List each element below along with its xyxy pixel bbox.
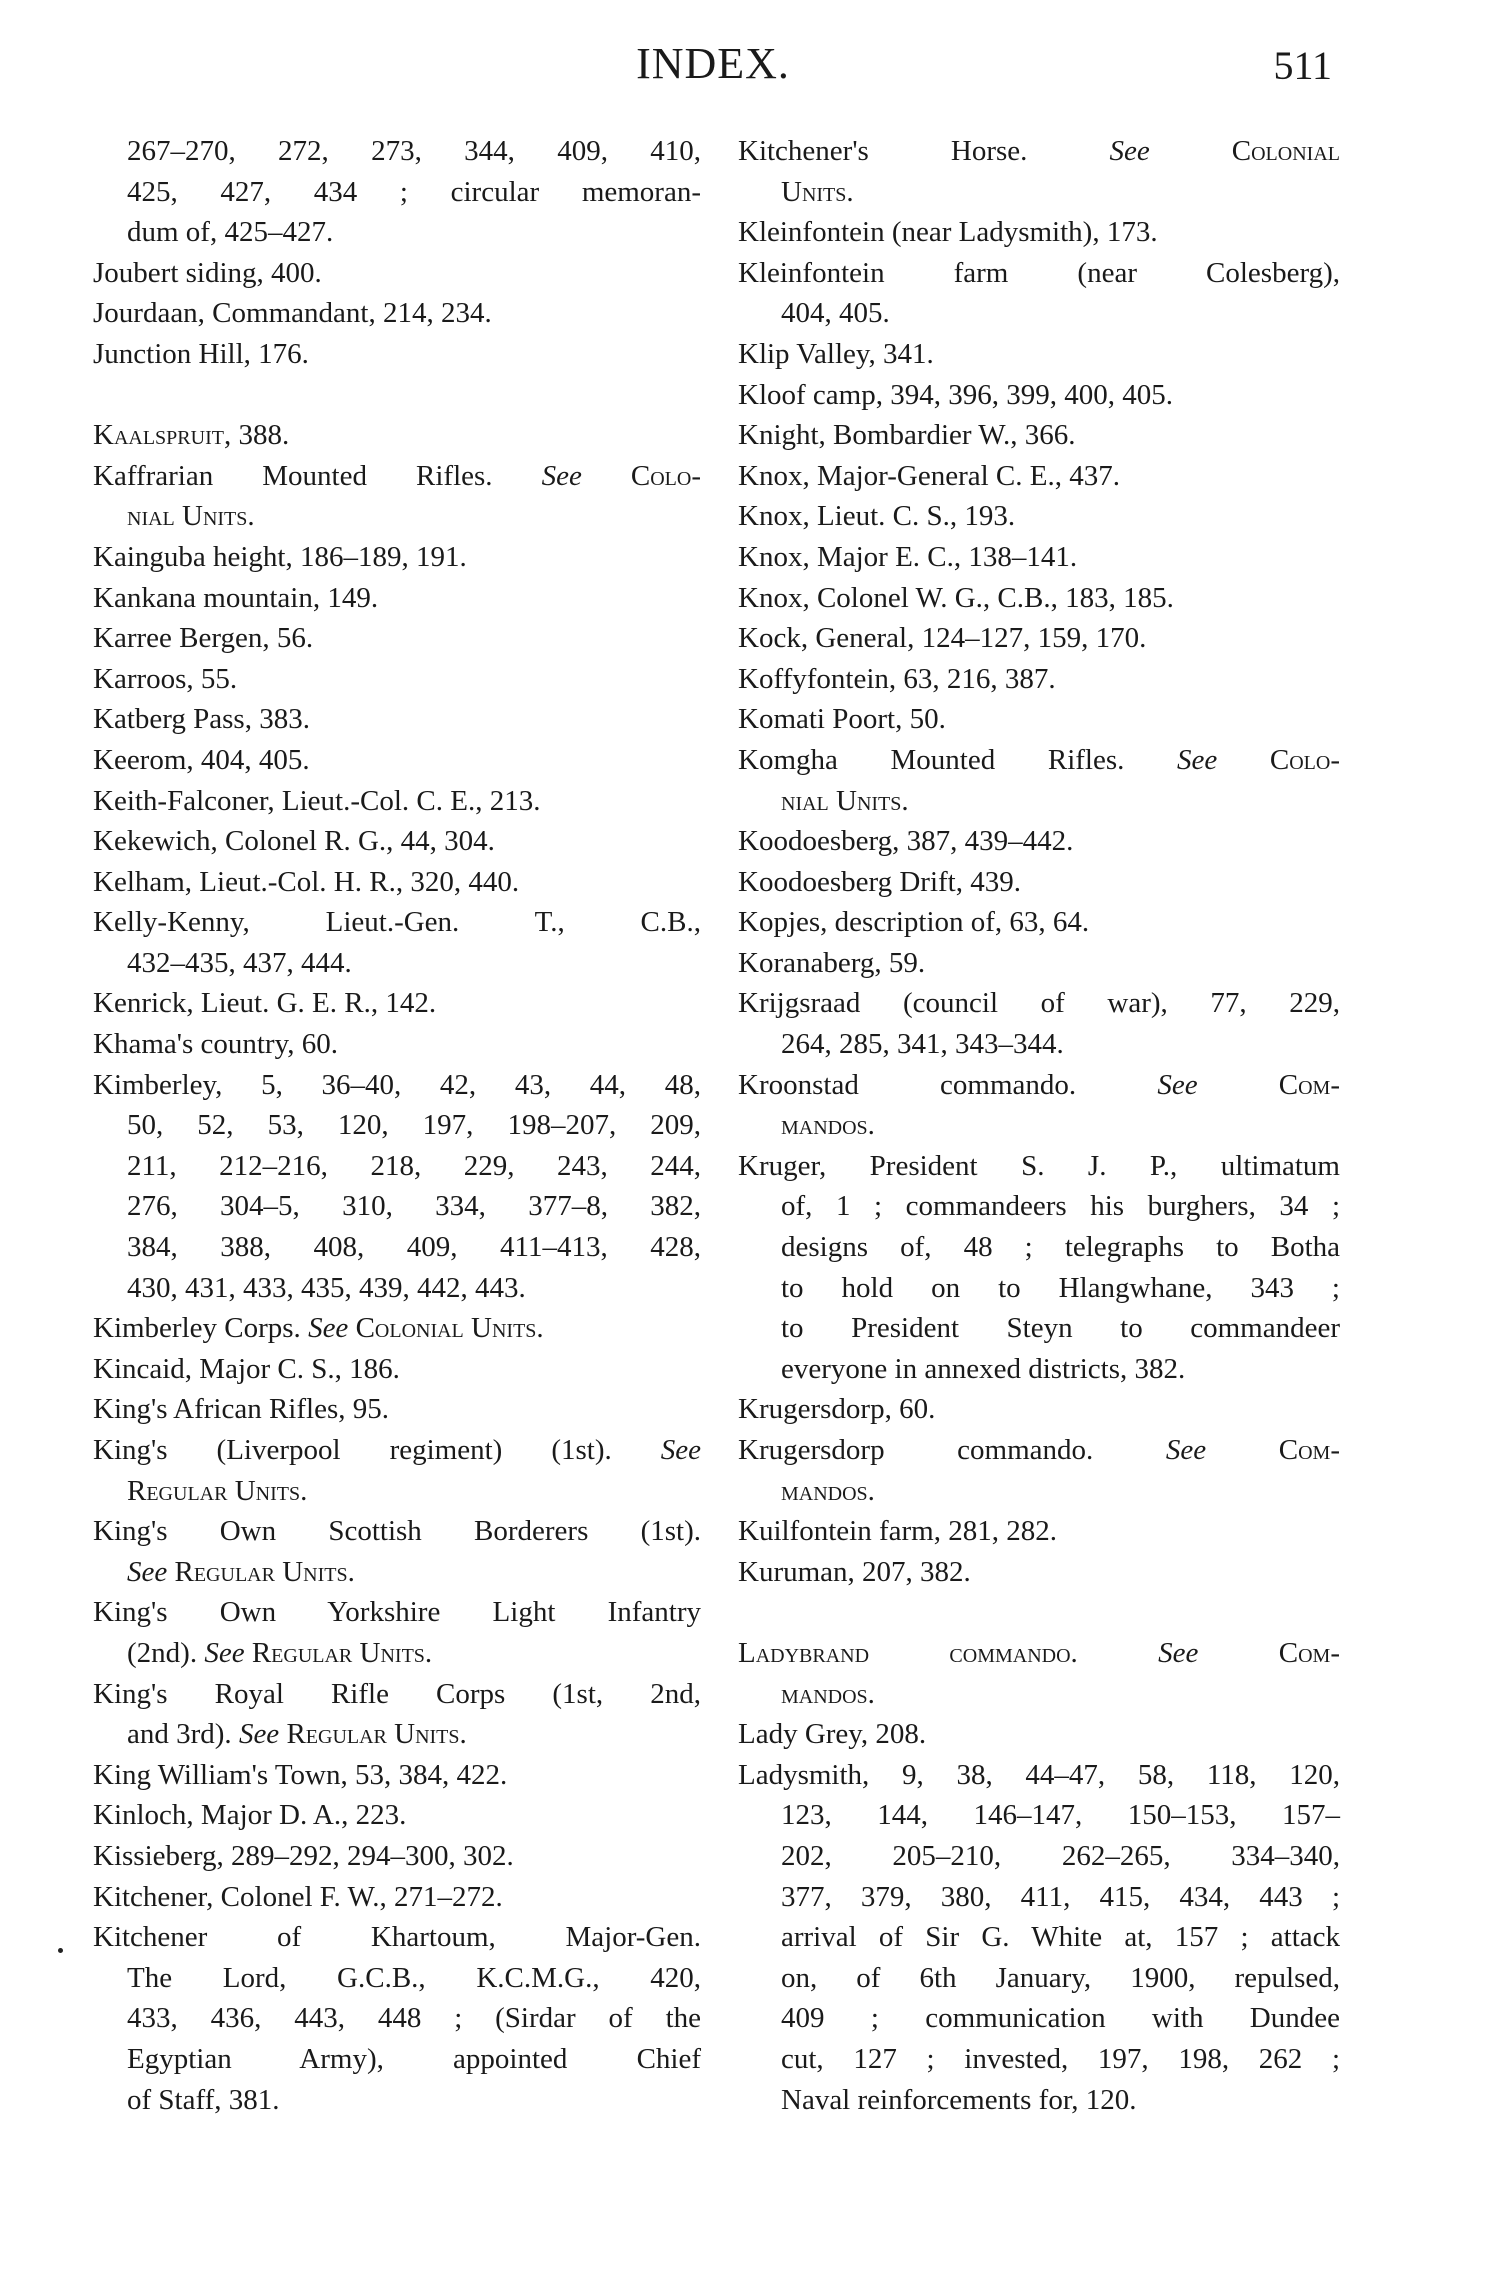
index-entry-continuation bbox=[93, 1471, 701, 1512]
index-entry bbox=[93, 537, 701, 578]
index-entry bbox=[93, 1877, 701, 1918]
index-entry-continuation bbox=[93, 2039, 701, 2080]
index-entry bbox=[93, 821, 701, 862]
index-column-left bbox=[93, 131, 701, 2120]
index-entry bbox=[738, 456, 1340, 497]
index-entry bbox=[93, 1755, 701, 1796]
entry-text: 276, 304–5, 310, 334, 377–8, 382, bbox=[127, 1190, 701, 1223]
entry-text: and 3rd). bbox=[127, 1718, 239, 1751]
entry-text: Naval reinforcements for, 120. bbox=[781, 2083, 1137, 2116]
entry-text: 377, 379, 380, 411, 415, 434, 443 ; bbox=[781, 1880, 1340, 1913]
entry-text: King's Royal Rifle Corps (1st, 2nd, bbox=[93, 1677, 701, 1710]
entry-text: Kimberley Corps. bbox=[93, 1312, 309, 1345]
blank-line bbox=[738, 1592, 1340, 1633]
index-entry bbox=[93, 293, 701, 334]
entry-text: Kankana mountain, 149. bbox=[93, 581, 379, 614]
index-entry bbox=[93, 1065, 701, 1106]
index-entry-continuation bbox=[738, 1795, 1340, 1836]
entry-text: Kloof camp, 394, 396, 399, 400, 405. bbox=[738, 378, 1173, 411]
small-caps-text: Units. bbox=[781, 175, 854, 208]
entry-text: Keerom, 404, 405. bbox=[93, 743, 310, 776]
index-entry bbox=[93, 1024, 701, 1065]
entry-text: of Staff, 381. bbox=[127, 2083, 280, 2116]
entry-text: Knox, Major-General C. E., 437. bbox=[738, 459, 1120, 492]
entry-text: Kelly-Kenny, Lieut.-Gen. T., C.B., bbox=[93, 906, 701, 939]
index-entry bbox=[93, 456, 701, 497]
entry-text: Krijgsraad (council of war), 77, 229, bbox=[738, 987, 1340, 1020]
index-entry-continuation bbox=[738, 1998, 1340, 2039]
index-entry bbox=[738, 1714, 1340, 1755]
index-entry bbox=[738, 1755, 1340, 1796]
small-caps-text: mandos. bbox=[781, 1474, 875, 1507]
index-entry bbox=[93, 1511, 701, 1552]
small-caps-text: Regular Units. bbox=[279, 1718, 467, 1751]
entry-text: Kroonstad commando. bbox=[738, 1068, 1158, 1101]
small-caps-text: mandos. bbox=[781, 1109, 875, 1142]
index-entry-continuation bbox=[738, 1308, 1340, 1349]
small-caps-text: Regular Units. bbox=[167, 1555, 355, 1588]
entry-text: Egyptian Army), appointed Chief bbox=[127, 2042, 701, 2075]
entry-text: Keith-Falconer, Lieut.-Col. C. E., 213. bbox=[93, 784, 541, 817]
entry-text: Knox, Major E. C., 138–141. bbox=[738, 540, 1078, 573]
index-entry-continuation bbox=[93, 1268, 701, 1309]
entry-text: 384, 388, 408, 409, 411–413, 428, bbox=[127, 1231, 701, 1264]
index-entry-continuation bbox=[738, 781, 1340, 822]
index-entry bbox=[93, 415, 701, 456]
see-reference: See bbox=[308, 1312, 349, 1345]
entry-text: Kuruman, 207, 382. bbox=[738, 1555, 971, 1588]
index-entry-continuation bbox=[93, 1146, 701, 1187]
entry-text: King's African Rifles, 95. bbox=[93, 1393, 389, 1426]
index-entry bbox=[738, 1511, 1340, 1552]
entry-text: Kenrick, Lieut. G. E. R., 142. bbox=[93, 987, 437, 1020]
index-entry-continuation bbox=[93, 212, 701, 253]
index-entry bbox=[738, 983, 1340, 1024]
entry-text: to hold on to Hlangwhane, 343 ; bbox=[781, 1271, 1340, 1304]
entry-text: Koodoesberg, 387, 439–442. bbox=[738, 825, 1074, 858]
index-entry bbox=[93, 253, 701, 294]
small-caps-text: nial Units. bbox=[781, 784, 909, 817]
entry-text: dum of, 425–427. bbox=[127, 216, 334, 249]
index-entry-continuation bbox=[738, 172, 1340, 213]
index-entry bbox=[93, 1308, 701, 1349]
index-entry bbox=[738, 1633, 1340, 1674]
entry-text: Karree Bergen, 56. bbox=[93, 622, 314, 655]
entry-text: Jourdaan, Commandant, 214, 234. bbox=[93, 297, 492, 330]
index-entry-continuation bbox=[93, 1227, 701, 1268]
entry-text: Ladysmith, 9, 38, 44–47, 58, 118, 120, bbox=[738, 1758, 1340, 1791]
entry-text: Kitchener of Khartoum, Major-Gen. bbox=[93, 1921, 701, 1954]
index-entry bbox=[738, 902, 1340, 943]
index-entry bbox=[93, 1836, 701, 1877]
index-entry bbox=[738, 699, 1340, 740]
index-entry-continuation bbox=[738, 2039, 1340, 2080]
index-entry-continuation bbox=[738, 1105, 1340, 1146]
index-entry-continuation bbox=[738, 1836, 1340, 1877]
see-reference: See bbox=[1109, 135, 1150, 167]
ink-speck bbox=[58, 1948, 63, 1953]
page-number: 511 bbox=[1273, 43, 1332, 88]
index-entry bbox=[738, 415, 1340, 456]
entry-text: 267–270, 272, 273, 344, 409, 410, bbox=[127, 135, 701, 167]
index-entry-continuation bbox=[738, 1917, 1340, 1958]
entry-text: cut, 127 ; invested, 197, 198, 262 ; bbox=[781, 2042, 1340, 2075]
small-caps-text: Colonial Units. bbox=[348, 1312, 544, 1345]
entry-text: , 388. bbox=[223, 419, 290, 452]
index-entry-continuation bbox=[93, 172, 701, 213]
index-entry-continuation bbox=[738, 1877, 1340, 1918]
entry-text: King William's Town, 53, 384, 422. bbox=[93, 1758, 508, 1791]
see-reference: See bbox=[238, 1718, 280, 1751]
entry-text: 409 ; communication with Dundee bbox=[781, 2002, 1340, 2035]
index-column-right bbox=[738, 131, 1340, 2120]
see-reference: See bbox=[204, 1636, 245, 1669]
index-entry-continuation bbox=[738, 2080, 1340, 2121]
entry-text: 202, 205–210, 262–265, 334–340, bbox=[781, 1839, 1340, 1872]
index-entry-continuation bbox=[93, 1552, 701, 1593]
entry-text: Kruger, President S. J. P., ultimatum bbox=[738, 1149, 1340, 1182]
see-reference: See bbox=[1165, 1434, 1207, 1466]
index-entry-continuation bbox=[93, 1633, 701, 1674]
entry-text: 430, 431, 433, 435, 439, 442, 443. bbox=[127, 1271, 526, 1304]
index-entry bbox=[738, 821, 1340, 862]
entry-text: Komati Poort, 50. bbox=[738, 703, 946, 736]
entry-text: Knight, Bombardier W., 366. bbox=[738, 419, 1076, 452]
entry-text: Koffyfontein, 63, 216, 387. bbox=[738, 662, 1056, 695]
entry-text: (2nd). bbox=[127, 1636, 205, 1669]
small-caps-text: Kaalspruit bbox=[93, 419, 224, 452]
entry-text: of, 1 ; commandeers his burghers, 34 ; bbox=[781, 1190, 1340, 1223]
index-entry bbox=[738, 943, 1340, 984]
index-entry bbox=[93, 1795, 701, 1836]
index-entry bbox=[93, 740, 701, 781]
entry-text: Kock, General, 124–127, 159, 170. bbox=[738, 622, 1147, 655]
entry-text: Kuilfontein farm, 281, 282. bbox=[738, 1515, 1057, 1548]
index-entry-continuation bbox=[738, 293, 1340, 334]
entry-text: Kimberley, 5, 36–40, 42, 43, 44, 48, bbox=[93, 1068, 701, 1101]
index-entry bbox=[93, 983, 701, 1024]
entry-text: The Lord, G.C.B., K.C.M.G., 420, bbox=[127, 1961, 701, 1994]
index-entry-continuation bbox=[738, 1268, 1340, 1309]
entry-text: Kainguba height, 186–189, 191. bbox=[93, 540, 467, 573]
entry-text: 50, 52, 53, 120, 197, 198–207, 209, bbox=[127, 1109, 701, 1142]
see-reference: See bbox=[1157, 1068, 1198, 1101]
see-reference: See bbox=[127, 1555, 168, 1588]
entry-text: arrival of Sir G. White at, 157 ; attack bbox=[781, 1921, 1340, 1954]
entry-text: Kaffrarian Mounted Rifles. bbox=[93, 459, 542, 492]
entry-text: 264, 285, 341, 343–344. bbox=[781, 1028, 1064, 1061]
index-entry bbox=[738, 131, 1340, 172]
index-entry bbox=[738, 740, 1340, 781]
entry-text: Khama's country, 60. bbox=[93, 1028, 338, 1061]
index-entry-continuation bbox=[738, 1227, 1340, 1268]
entry-text: Kissieberg, 289–292, 294–300, 302. bbox=[93, 1839, 514, 1872]
entry-text: to President Steyn to commandeer bbox=[781, 1312, 1340, 1345]
entry-text: Koranaberg, 59. bbox=[738, 946, 926, 979]
index-entry bbox=[738, 578, 1340, 619]
entry-text: Joubert siding, 400. bbox=[93, 256, 322, 289]
entry-text: King's (Liverpool regiment) (1st). bbox=[93, 1434, 661, 1466]
index-entry bbox=[738, 1552, 1340, 1593]
small-caps-text: Com- bbox=[1197, 1068, 1341, 1101]
index-entry-continuation bbox=[738, 1349, 1340, 1390]
see-reference: See bbox=[1177, 743, 1218, 776]
entry-text: Kitchener's Horse. bbox=[738, 135, 1110, 167]
small-caps-text: mandos. bbox=[781, 1677, 875, 1710]
index-entry bbox=[93, 334, 701, 375]
index-entry bbox=[93, 1389, 701, 1430]
index-entry-continuation bbox=[93, 131, 701, 172]
index-entry-continuation bbox=[93, 496, 701, 537]
entry-text: Klip Valley, 341. bbox=[738, 337, 934, 370]
index-entry bbox=[93, 1917, 701, 1958]
small-caps-text: Regular Units. bbox=[127, 1474, 308, 1507]
small-caps-text: Com- bbox=[1206, 1434, 1340, 1466]
small-caps-text: Colo- bbox=[1217, 743, 1341, 776]
index-entry-continuation bbox=[738, 1958, 1340, 1999]
index-entry bbox=[738, 618, 1340, 659]
index-entry-continuation bbox=[738, 1186, 1340, 1227]
small-caps-text: Com- bbox=[1198, 1636, 1340, 1669]
index-entry-continuation bbox=[93, 943, 701, 984]
index-entry bbox=[93, 578, 701, 619]
entry-text: on, of 6th January, 1900, repulsed, bbox=[781, 1961, 1340, 1994]
index-entry bbox=[738, 537, 1340, 578]
index-entry bbox=[738, 1430, 1340, 1471]
entry-text: designs of, 48 ; telegraphs to Botha bbox=[781, 1231, 1340, 1264]
index-entry bbox=[738, 212, 1340, 253]
entry-text: Kitchener, Colonel F. W., 271–272. bbox=[93, 1880, 503, 1913]
entry-text: Kekewich, Colonel R. G., 44, 304. bbox=[93, 825, 495, 858]
small-caps-text: Colo- bbox=[581, 459, 701, 492]
index-entry bbox=[738, 496, 1340, 537]
entry-text: 425, 427, 434 ; circular memoran- bbox=[127, 175, 701, 208]
index-entry bbox=[93, 699, 701, 740]
entry-text: King's Own Scottish Borderers (1st). bbox=[93, 1515, 701, 1548]
see-reference: See bbox=[660, 1434, 701, 1466]
entry-text: Lady Grey, 208. bbox=[738, 1718, 927, 1751]
small-caps-text: Ladybrand commando. bbox=[738, 1636, 1159, 1669]
entry-text: Katberg Pass, 383. bbox=[93, 703, 310, 736]
entry-text: Komgha Mounted Rifles. bbox=[738, 743, 1178, 776]
index-entry-continuation bbox=[93, 1958, 701, 1999]
index-entry-continuation bbox=[93, 2080, 701, 2121]
blank-line bbox=[93, 375, 701, 416]
small-caps-text: Colonial bbox=[1149, 135, 1340, 167]
index-entry bbox=[738, 1389, 1340, 1430]
entry-text: 433, 436, 443, 448 ; (Sirdar of the bbox=[127, 2002, 701, 2035]
entry-text: Krugersdorp commando. bbox=[738, 1434, 1166, 1466]
entry-text: King's Own Yorkshire Light Infantry bbox=[93, 1596, 701, 1629]
index-entry bbox=[93, 1430, 701, 1471]
entry-text: Knox, Colonel W. G., C.B., 183, 185. bbox=[738, 581, 1174, 614]
small-caps-text: Regular Units. bbox=[244, 1636, 433, 1669]
index-entry-continuation bbox=[93, 1998, 701, 2039]
index-entry bbox=[93, 1349, 701, 1390]
index-entry bbox=[93, 902, 701, 943]
entry-text: 123, 144, 146–147, 150–153, 157– bbox=[781, 1799, 1340, 1832]
index-entry-continuation bbox=[93, 1186, 701, 1227]
entry-text: Krugersdorp, 60. bbox=[738, 1393, 936, 1426]
entry-text: Junction Hill, 176. bbox=[93, 337, 309, 370]
index-entry bbox=[738, 375, 1340, 416]
entry-text: 211, 212–216, 218, 229, 243, 244, bbox=[127, 1149, 701, 1182]
entry-text: everyone in annexed districts, 382. bbox=[781, 1352, 1186, 1385]
entry-text: Kinloch, Major D. A., 223. bbox=[93, 1799, 407, 1832]
entry-text: Koodoesberg Drift, 439. bbox=[738, 865, 1021, 898]
entry-text: Kleinfontein (near Ladysmith), 173. bbox=[738, 216, 1158, 249]
index-entry bbox=[738, 1146, 1340, 1187]
small-caps-text: nial Units. bbox=[127, 500, 255, 533]
entry-text: Karroos, 55. bbox=[93, 662, 238, 695]
index-entry bbox=[93, 1592, 701, 1633]
entry-text: 404, 405. bbox=[781, 297, 890, 330]
index-entry bbox=[738, 659, 1340, 700]
index-entry bbox=[93, 618, 701, 659]
page-title: INDEX. bbox=[636, 39, 790, 88]
index-entry bbox=[738, 253, 1340, 294]
entry-text: 432–435, 437, 444. bbox=[127, 946, 352, 979]
index-entry bbox=[93, 659, 701, 700]
index-entry bbox=[93, 781, 701, 822]
entry-text: Kleinfontein farm (near Colesberg), bbox=[738, 256, 1340, 289]
index-entry-continuation bbox=[93, 1105, 701, 1146]
see-reference: See bbox=[541, 459, 582, 492]
index-entry-continuation bbox=[738, 1471, 1340, 1512]
index-entry bbox=[93, 1674, 701, 1715]
index-entry-continuation bbox=[738, 1024, 1340, 1065]
index-entry bbox=[738, 862, 1340, 903]
entry-text: Kelham, Lieut.-Col. H. R., 320, 440. bbox=[93, 865, 520, 898]
see-reference: See bbox=[1158, 1636, 1199, 1669]
index-entry-continuation bbox=[738, 1674, 1340, 1715]
entry-text: Kincaid, Major C. S., 186. bbox=[93, 1352, 400, 1385]
entry-text: Kopjes, description of, 63, 64. bbox=[738, 906, 1090, 939]
index-entry-continuation bbox=[93, 1714, 701, 1755]
index-entry bbox=[93, 862, 701, 903]
entry-text: Knox, Lieut. C. S., 193. bbox=[738, 500, 1016, 533]
index-entry bbox=[738, 1065, 1340, 1106]
index-entry bbox=[738, 334, 1340, 375]
